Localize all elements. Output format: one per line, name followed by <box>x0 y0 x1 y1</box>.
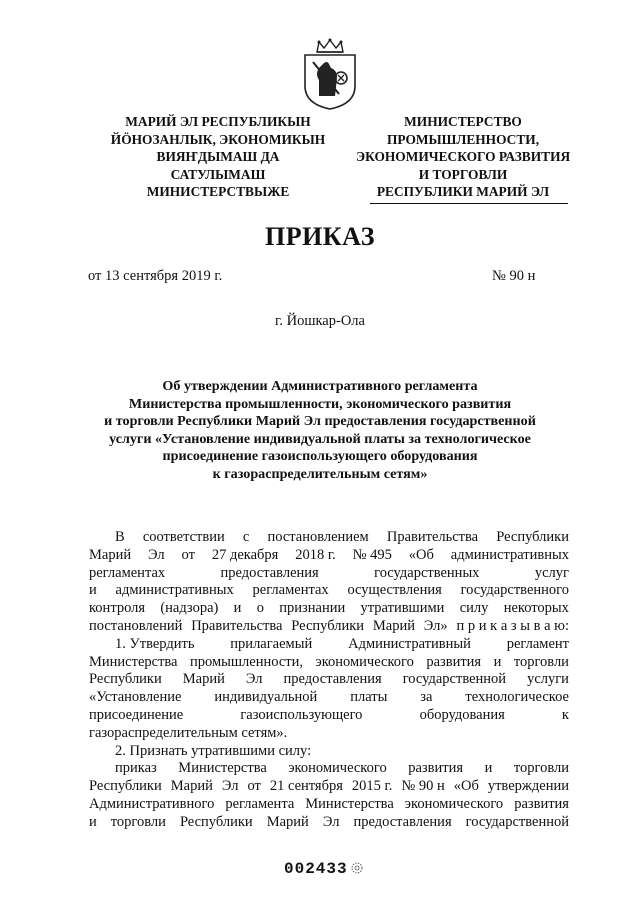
body-word: Министерства <box>178 760 267 777</box>
body-word: торговли <box>513 760 569 777</box>
body-word: присоединение <box>89 706 184 723</box>
body-word: 2015 г. <box>351 778 393 795</box>
body-word: Эл» <box>423 617 448 634</box>
body-line <box>89 796 569 814</box>
body-word: регламентах <box>89 564 166 581</box>
body-word: прилагаемый <box>230 635 313 652</box>
header-left-line: ВИЯҤДЫМАШ ДА <box>156 149 280 165</box>
body-word: государственного <box>460 582 569 599</box>
body-word: В <box>115 529 125 545</box>
body-line <box>89 618 569 636</box>
body-word: Министерства <box>89 653 178 670</box>
body-word: Марий <box>182 671 225 688</box>
body-word: 2. Признать утратившими силу: <box>115 742 312 759</box>
body-word: развития <box>408 760 464 777</box>
body-word: Эл <box>221 778 239 795</box>
subject-line: присоединение газоиспользующего оборудования <box>162 448 478 465</box>
body-line <box>89 671 569 689</box>
body-word: Республики <box>496 529 569 545</box>
subject-line: Об утверждении Административного регламента <box>162 378 478 394</box>
body-word: регламентах <box>252 582 329 599</box>
body-word: и <box>484 760 493 777</box>
body-word: Правительства <box>191 617 283 634</box>
body-word: приказ <box>115 760 157 777</box>
body-word: Административного <box>89 795 215 812</box>
body-word: за <box>420 689 433 706</box>
body-word: (надзора) <box>160 600 219 617</box>
body-line <box>89 547 569 565</box>
body-word: Административный <box>348 635 471 652</box>
body-word: Марий <box>89 546 132 563</box>
subject-line: и торговли Республики Марий Эл предоставления государственной <box>104 413 536 430</box>
body-word: № 495 <box>352 546 392 563</box>
body-word: административных <box>115 582 234 599</box>
document-subject <box>80 378 560 484</box>
header-left-block <box>96 113 340 201</box>
body-word: 21 сентября <box>269 778 343 795</box>
body-word: государственной <box>402 671 507 688</box>
body-word: предоставления <box>283 671 382 688</box>
body-line <box>89 725 569 743</box>
security-mark-icon <box>350 861 364 875</box>
body-word: 27 декабря <box>211 546 279 563</box>
body-word: от <box>247 778 261 795</box>
body-word: утверждении <box>487 778 569 795</box>
body-word: технологическое <box>465 689 569 706</box>
body-word: регламент <box>506 635 569 652</box>
body-word: «Об <box>453 778 479 795</box>
body-line <box>89 707 569 725</box>
serial-number: 002433 <box>284 860 348 878</box>
body-word: Эл <box>245 671 263 688</box>
body-line <box>89 760 569 778</box>
body-line <box>89 582 569 600</box>
body-line <box>89 743 569 761</box>
body-word: контроля <box>89 600 146 617</box>
body-word: Марий <box>372 617 415 634</box>
body-word: признании <box>279 600 346 617</box>
coat-of-arms-emblem <box>299 38 361 110</box>
body-word: постановлением <box>267 529 369 545</box>
body-word: и <box>89 582 97 599</box>
body-word: «Установление <box>89 689 182 706</box>
body-word: п р и к а з ы в а ю: <box>456 617 569 634</box>
body-word: и <box>89 813 97 830</box>
body-word: регламента <box>225 795 295 812</box>
header-left-line: МАРИЙ ЭЛ РЕСПУБЛИКЫН <box>125 114 311 129</box>
body-word: предоставления <box>220 564 319 581</box>
body-word: экономического <box>404 795 504 812</box>
document-date: от 13 сентября 2019 г. <box>88 268 223 284</box>
body-word: промышленности, <box>189 653 303 670</box>
body-line <box>89 689 569 707</box>
body-word: платы <box>350 689 388 706</box>
header-right-line: ПРОМЫШЛЕННОСТИ, <box>386 131 540 147</box>
body-line <box>89 636 569 654</box>
header-right-line: И ТОРГОВЛИ <box>418 166 508 182</box>
body-word: о <box>256 600 264 617</box>
document-number: № 90 н <box>492 268 536 284</box>
subject-line: услуги «Установление индивидуальной платы за технологическое <box>109 430 531 447</box>
body-word: Республики <box>89 778 162 795</box>
header-left-line: МИНИСТЕРСТВЫЖЕ <box>146 184 290 200</box>
body-word: Эл <box>148 546 165 563</box>
header-right-line: МИНИСТЕРСТВО <box>404 114 522 129</box>
body-line <box>89 600 569 618</box>
body-word: соответствии <box>142 529 225 545</box>
body-word: с <box>242 529 250 545</box>
body-word: Министерства <box>305 795 394 812</box>
body-line <box>89 565 569 583</box>
body-word: 1. Утвердить <box>115 635 195 652</box>
body-word: оборудования <box>419 706 505 723</box>
header-left-line: САТУЛЫМАШ <box>170 166 266 182</box>
body-word: предоставления <box>353 813 452 830</box>
subject-line: Министерства промышленности, экономического развития <box>128 395 512 412</box>
body-word: «Об <box>408 546 434 563</box>
body-word: услуг <box>534 564 569 581</box>
subject-line: к газораспределительным сетям» <box>212 465 428 482</box>
body-word: Республики <box>89 671 162 688</box>
body-line <box>89 778 569 796</box>
body-line <box>89 654 569 672</box>
body-word: Эл <box>322 813 340 830</box>
body-word: от <box>181 546 195 563</box>
body-word: Марий <box>170 778 213 795</box>
body-line <box>89 814 569 832</box>
body-word: № 90 н <box>401 778 445 795</box>
body-word: Республики <box>179 813 253 830</box>
body-word: и <box>493 653 502 670</box>
body-line <box>89 529 569 547</box>
body-word: осуществления <box>347 582 442 599</box>
body-word: индивидуальной <box>214 689 318 706</box>
body-word: 2018 г. <box>295 546 336 563</box>
body-word: газоиспользующего <box>240 706 363 723</box>
body-word: развития <box>426 653 482 670</box>
header-right-block <box>356 113 570 201</box>
body-word: государственных <box>374 564 480 581</box>
body-word: постановлений <box>89 617 183 634</box>
body-word: к <box>561 706 569 723</box>
body-word: экономического <box>315 653 414 670</box>
body-word: утратившими <box>360 600 445 617</box>
document-body <box>89 529 569 832</box>
body-word: развития <box>514 795 569 812</box>
body-word: и <box>233 600 242 617</box>
header-right-line: ЭКОНОМИЧЕСКОГО РАЗВИТИЯ <box>356 149 571 165</box>
body-word: торговли <box>110 813 166 830</box>
body-word: государственной <box>465 813 569 830</box>
body-word: Республики <box>291 617 365 634</box>
body-word: Правительства <box>386 529 479 545</box>
body-word: торговли <box>513 653 569 670</box>
body-word: Марий <box>266 813 309 830</box>
body-word: силу <box>459 600 489 617</box>
body-word: услуги <box>527 671 569 688</box>
body-word: некоторых <box>503 600 569 617</box>
header-right-line: РЕСПУБЛИКИ МАРИЙ ЭЛ <box>376 184 550 200</box>
body-word: административных <box>450 546 569 563</box>
header-underline <box>370 203 568 204</box>
document-city: г. Йошкар-Ола <box>275 313 365 329</box>
header-left-line: ЙÖНОЗАНЛЫК, ЭКОНОМИКЫН <box>110 131 326 147</box>
body-word: экономического <box>288 760 387 777</box>
document-title: ПРИКАЗ <box>264 222 376 251</box>
body-word: газораспределительным сетям». <box>89 724 288 741</box>
